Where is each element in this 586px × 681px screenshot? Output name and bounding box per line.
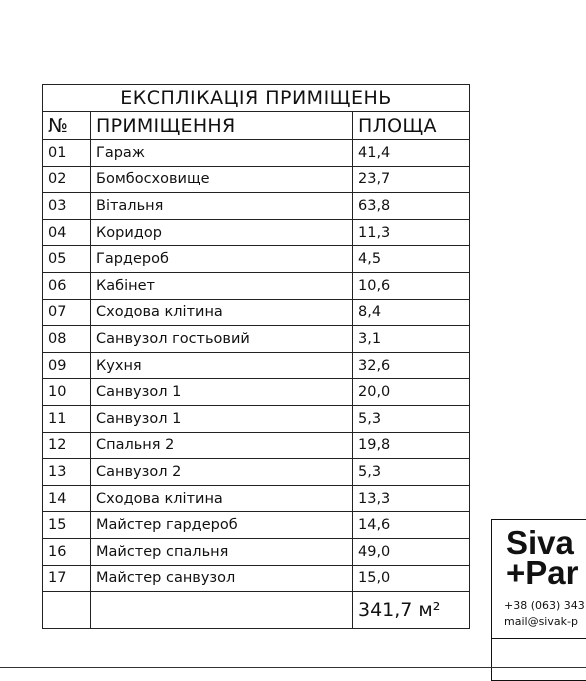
row-number: 03 — [43, 193, 91, 220]
table-row — [43, 166, 470, 193]
room-name: Вітальня — [91, 193, 353, 220]
room-area: 20,0 — [353, 379, 470, 406]
table-row — [43, 565, 470, 592]
table-row — [43, 246, 470, 273]
room-name: Кабінет — [91, 272, 353, 299]
table-row — [43, 512, 470, 539]
table-row — [43, 405, 470, 432]
total-number-cell — [43, 592, 91, 629]
table-row — [43, 326, 470, 353]
row-number: 11 — [43, 405, 91, 432]
row-number: 13 — [43, 459, 91, 486]
contact-info — [504, 598, 585, 630]
title-block — [491, 519, 586, 681]
table-row — [43, 140, 470, 167]
row-number: 06 — [43, 272, 91, 299]
row-number: 04 — [43, 219, 91, 246]
table-row — [43, 485, 470, 512]
table-row — [43, 193, 470, 220]
table-row — [43, 379, 470, 406]
room-area: 11,3 — [353, 219, 470, 246]
room-name: Санвузол 1 — [91, 379, 353, 406]
room-area: 41,4 — [353, 140, 470, 167]
row-number: 14 — [43, 485, 91, 512]
row-number: 02 — [43, 166, 91, 193]
sheet-border-bottom — [0, 667, 586, 668]
room-name: Коридор — [91, 219, 353, 246]
room-name: Бомбосховище — [91, 166, 353, 193]
room-name: Сходова клітина — [91, 299, 353, 326]
room-name: Санвузол 1 — [91, 405, 353, 432]
room-name: Гардероб — [91, 246, 353, 273]
table-row — [43, 219, 470, 246]
table-row — [43, 272, 470, 299]
room-area: 49,0 — [353, 538, 470, 565]
table-body — [43, 140, 470, 592]
row-number: 17 — [43, 565, 91, 592]
row-number: 16 — [43, 538, 91, 565]
room-explication-table — [42, 84, 470, 629]
email-address: mail@sivak-p — [504, 615, 578, 628]
room-name: Гараж — [91, 140, 353, 167]
header-room: ПРИМІЩЕННЯ — [91, 112, 353, 140]
room-area: 23,7 — [353, 166, 470, 193]
brand-line-1: Siva — [506, 524, 574, 561]
table-title: ЕКСПЛІКАЦІЯ ПРИМІЩЕНЬ — [43, 85, 470, 112]
room-name: Сходова клітина — [91, 485, 353, 512]
room-area: 14,6 — [353, 512, 470, 539]
table-row — [43, 299, 470, 326]
row-number: 08 — [43, 326, 91, 353]
phone-number: +38 (063) 343 — [504, 599, 585, 612]
room-name: Спальня 2 — [91, 432, 353, 459]
total-room-cell — [91, 592, 353, 629]
row-number: 10 — [43, 379, 91, 406]
row-number: 07 — [43, 299, 91, 326]
row-number: 12 — [43, 432, 91, 459]
room-name: Санвузол 2 — [91, 459, 353, 486]
title-block-divider — [492, 638, 586, 639]
table-row — [43, 459, 470, 486]
room-area: 10,6 — [353, 272, 470, 299]
room-area: 3,1 — [353, 326, 470, 353]
room-area: 63,8 — [353, 193, 470, 220]
header-area: ПЛОЩА — [353, 112, 470, 140]
table-row — [43, 352, 470, 379]
room-area: 5,3 — [353, 405, 470, 432]
room-name: Кухня — [91, 352, 353, 379]
header-number: № — [43, 112, 91, 140]
room-name: Санвузол гостьовий — [91, 326, 353, 353]
room-area: 19,8 — [353, 432, 470, 459]
room-name: Майстер спальня — [91, 538, 353, 565]
room-area: 15,0 — [353, 565, 470, 592]
row-number: 05 — [43, 246, 91, 273]
brand-line-2: +Par — [506, 554, 579, 591]
room-area: 5,3 — [353, 459, 470, 486]
total-area: 341,7 м² — [353, 592, 470, 629]
room-area: 8,4 — [353, 299, 470, 326]
room-area: 13,3 — [353, 485, 470, 512]
company-logo — [506, 524, 579, 591]
room-name: Майстер гардероб — [91, 512, 353, 539]
table-row — [43, 538, 470, 565]
room-area: 4,5 — [353, 246, 470, 273]
room-area: 32,6 — [353, 352, 470, 379]
row-number: 01 — [43, 140, 91, 167]
room-name: Майстер санвузол — [91, 565, 353, 592]
table-header-row — [43, 112, 470, 140]
row-number: 09 — [43, 352, 91, 379]
total-row — [43, 592, 470, 629]
row-number: 15 — [43, 512, 91, 539]
table-row — [43, 432, 470, 459]
